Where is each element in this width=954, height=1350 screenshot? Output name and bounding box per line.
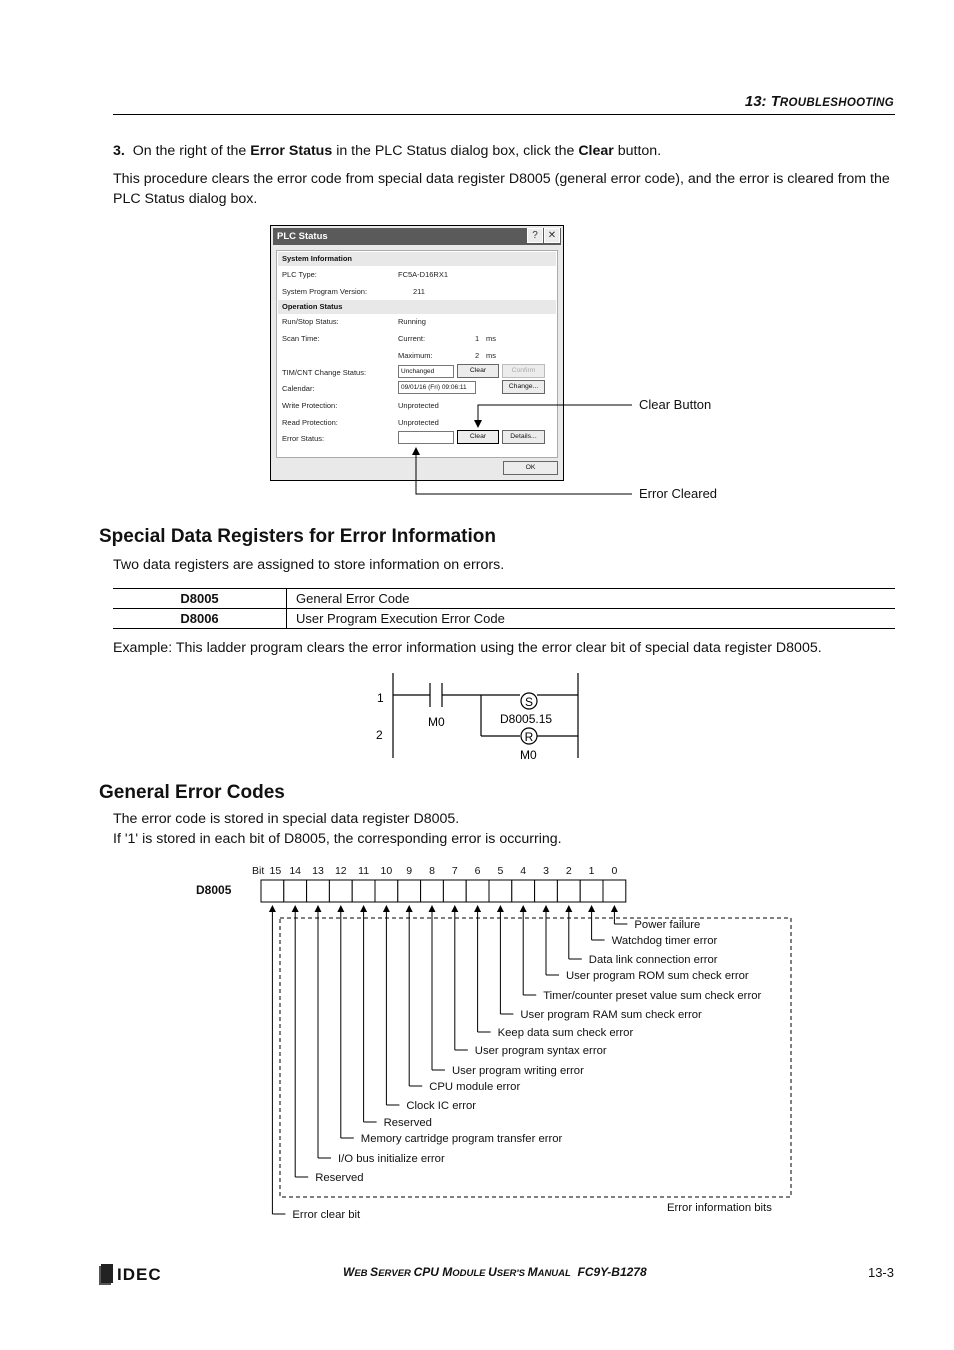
callout-error-cleared: Error Cleared [639,486,718,501]
bit-cell [375,880,398,902]
section-operation-status: Operation Status [278,300,556,314]
bit-number: 2 [565,865,572,877]
section-title-error-codes: General Error Codes [99,782,285,803]
bit-cell [261,880,284,902]
set-coil-operand: D8005.15 [500,712,553,726]
bit-number: 13 [312,865,324,877]
bit-number: 1 [588,865,595,877]
arrow-head [611,905,618,912]
error-info-bits-label: Error information bits [667,1202,772,1214]
bit-number: 0 [611,865,618,877]
bit-cell [307,880,330,902]
dialog-titlebar: PLC Status [273,228,561,245]
read-prot-value: Unprotected [398,418,439,427]
bit-number: 10 [380,865,393,877]
error-clear-button[interactable]: Clear [457,430,499,444]
sys-prog-label: System Program Version: [282,287,368,296]
error-codes-line2: If '1' is stored in each bit of D8005, the corresponding error is occurring. [113,831,562,847]
timcnt-clear-button[interactable]: Clear [457,364,499,378]
details-button[interactable]: Details... [502,430,545,444]
set-coil-symbol: S [524,695,534,709]
current-label: Current: [398,334,426,343]
bit-number: 6 [474,865,481,877]
maximum-label: Maximum: [398,351,433,360]
ok-button[interactable]: OK [503,461,558,475]
arrow-head [269,905,276,912]
bit-number: 4 [520,865,527,877]
bit-cell [489,880,512,902]
sys-prog-value: 211 [413,287,425,296]
arrow-head [520,905,527,912]
error-label: Memory cartridge program transfer error [360,1133,563,1145]
reset-coil-operand: M0 [520,748,537,762]
error-label: CPU module error [429,1081,521,1093]
error-label: User program syntax error [474,1045,607,1057]
confirm-button[interactable]: Confirm [502,364,545,378]
close-icon[interactable]: ✕ [544,228,560,243]
error-label: Reserved [315,1172,364,1184]
arrow-head [588,905,595,912]
bit-cell [284,880,307,902]
arrow-head [474,905,481,912]
error-label: User program writing error [452,1065,584,1077]
bit-number: 8 [429,865,435,877]
bit-number: 3 [543,865,549,877]
register-desc: User Program Execution Error Code [296,611,505,626]
bit-number: 5 [497,865,504,877]
bit-cell [398,880,421,902]
bit-prefix-label: Bit [252,865,265,877]
bit-cell [421,880,444,902]
timcnt-label: TIM/CNT Change Status: [282,368,367,377]
arrow-head [315,905,322,912]
arrow-head [429,905,436,912]
brand-name: IDEC [117,1265,162,1284]
bit-number: 14 [289,865,302,877]
error-label: Data link connection error [588,954,718,966]
bit-cell [580,880,603,902]
reset-coil-symbol: R [524,730,534,744]
help-icon[interactable]: ? [527,228,543,243]
arrow-head [383,905,390,912]
arrow-head [337,905,344,912]
step-3: 3. On the right of the Error Status in the PLC Status dialog box, click the Clear button. [113,143,662,159]
bit-cell [603,880,626,902]
timcnt-field: Unchanged [398,365,454,378]
registers-intro: Two data registers are assigned to store information on errors. [113,557,505,573]
bit-cell [512,880,535,902]
section-title-registers: Special Data Registers for Error Information [99,526,496,547]
arrow-head [360,905,367,912]
error-label: User program RAM sum check error [520,1009,702,1021]
run-stop-value: Running [398,317,426,326]
rung-2-label: 2 [376,728,383,742]
current-unit: ms [486,334,496,343]
arrow-head [451,905,458,912]
error-label: Watchdog timer error [611,935,718,947]
bit-number: 12 [334,865,347,877]
read-prot-label: Read Protection: [282,418,338,427]
write-prot-label: Write Protection: [282,401,338,410]
register-code: D8005 [113,589,287,609]
bit-cell [443,880,466,902]
maximum-unit: ms [486,351,496,360]
bit-cell [466,880,489,902]
section-system-info: System Information [278,252,556,266]
contact-operand: M0 [428,715,445,729]
arrow-head [497,905,504,912]
error-status-label: Error Status: [282,434,325,443]
bit-cell [557,880,580,902]
calendar-field: 09/01/16 (Fri) 09:06:11 [398,381,476,394]
maximum-value: 2 [475,351,480,360]
footer-title: WEB SERVER CPU MODULE USER'S MANUAL FC9Y-B1278 [343,1265,647,1279]
rung-1-label: 1 [377,691,384,705]
error-label: Error clear bit [292,1209,361,1221]
procedure-text: This procedure clears the error code from special data register D8005 (general error code), and the error is cleared from the PLC Status dialog box. [113,171,890,207]
arrow-head [292,905,299,912]
bit-number: 9 [406,865,413,877]
error-label: User program ROM sum check error [566,970,749,982]
register-code: D8006 [113,609,287,629]
plc-type-label: PLC Type: [282,270,317,279]
error-label: Power failure [634,919,701,931]
page-number: 13-3 [867,1265,894,1280]
write-prot-value: Unprotected [398,401,439,410]
bit-number: 15 [269,865,282,877]
run-stop-label: Run/Stop Status: [282,317,339,326]
bit-cell [535,880,558,902]
chapter-header: 13: TROUBLESHOOTING [744,93,894,110]
error-label: Timer/counter preset value sum check error [543,990,762,1002]
bit-cell [329,880,352,902]
idec-logo [99,1264,169,1286]
error-codes-line1: The error code is stored in special data register D8005. [113,811,460,827]
example-text: Example: This ladder program clears the error information using the error clear bit of special data register D8005. [113,640,822,656]
error-label: I/O bus initialize error [338,1153,445,1165]
arrow-head [543,905,550,912]
scan-time-label: Scan Time: [282,334,320,343]
error-label: Reserved [383,1117,432,1129]
plc-type-value: FC5A-D16RX1 [398,270,449,279]
calendar-label: Calendar: [282,384,315,393]
bit-cell [352,880,375,902]
current-value: 1 [475,334,480,343]
error-label: Keep data sum check error [497,1027,634,1039]
register-name: D8005 [196,883,232,897]
bit-number: 7 [451,865,458,877]
register-desc: General Error Code [287,589,896,609]
bit-number: 11 [358,865,370,877]
arrow-head [406,905,413,912]
callout-clear-button: Clear Button [639,397,712,412]
arrow-head [565,905,572,912]
error-label: Clock IC error [406,1100,477,1112]
change-button[interactable]: Change... [502,380,545,394]
